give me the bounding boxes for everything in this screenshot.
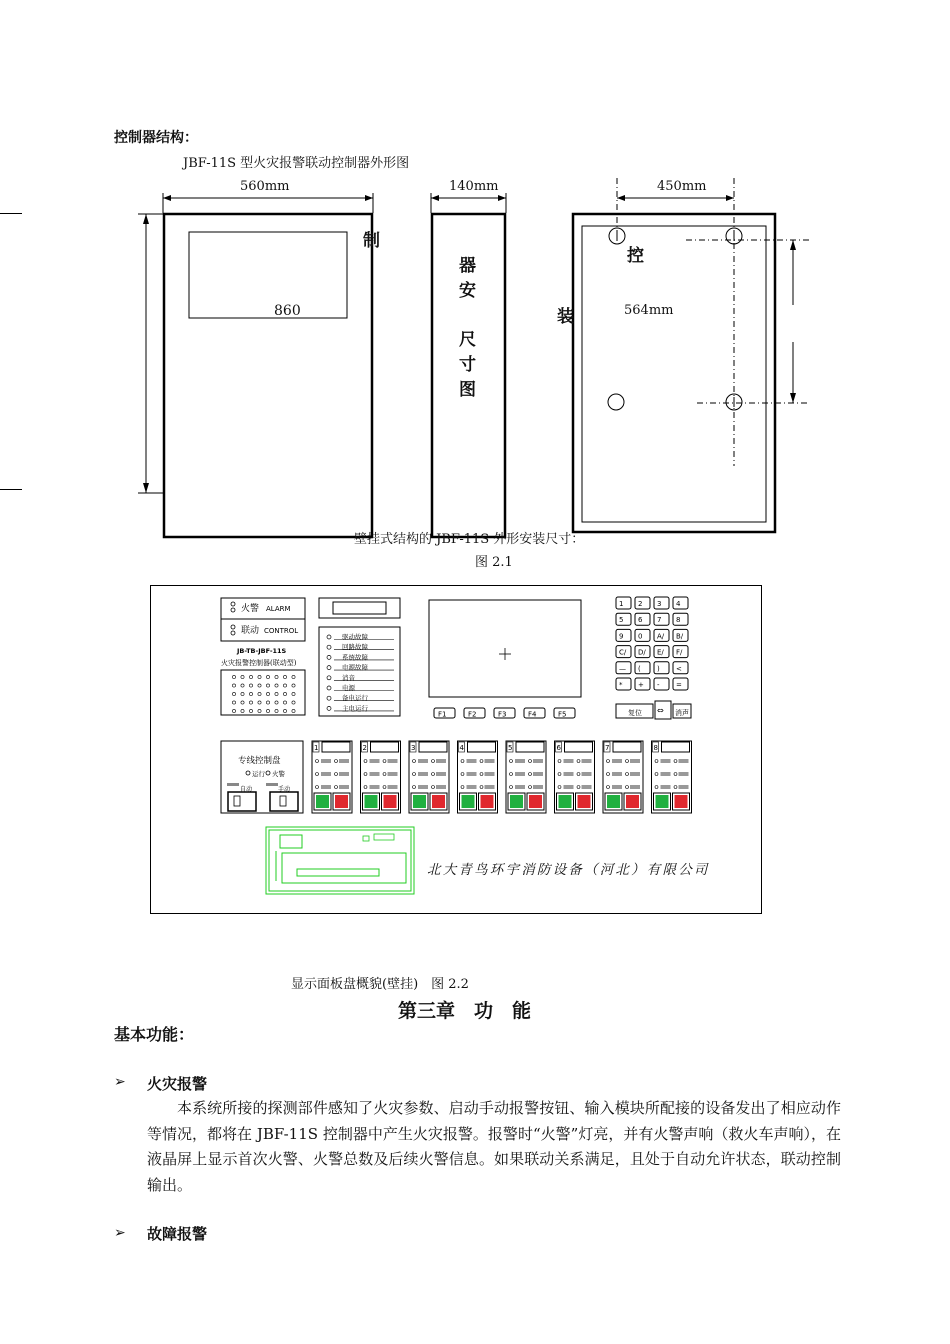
function-key-label: F2 [468,710,477,719]
reset-key-label: 复位 [628,709,642,717]
section-heading: 控制器结构： [114,130,198,146]
special-sw1: 自动 [240,786,253,793]
indicator-label: 电源 [342,684,355,692]
svg-text:⇔: ⇔ [657,706,664,715]
speaker-hole [266,709,269,712]
channel-number: 6 [556,744,561,752]
speaker-hole [232,709,235,712]
indicator-led [327,676,331,680]
item-title-fault-alarm: 故障报警 [147,1225,208,1243]
status-link-en: CONTROL [264,627,299,635]
speaker-hole [292,692,295,695]
label-char-zhi: 制 [363,231,380,251]
speaker-hole [232,675,235,678]
speaker-hole [249,675,252,678]
channel-number: 5 [508,744,513,752]
speaker-hole [266,684,269,687]
label-char-kong: 控 [627,246,644,266]
dim-height-label: 860 [274,303,301,319]
channel-number: 4 [459,744,464,752]
indicator-label: 消音 [342,673,355,682]
speaker-hole [232,701,235,704]
keypad-key-label: + [638,681,644,689]
indicator-label: 电源故障 [342,663,368,672]
indicator-list [327,632,394,712]
keypad-key-label: 7 [657,616,662,625]
basic-functions-heading: 基本功能： [114,1025,195,1044]
indicator-led [327,666,331,670]
speaker-hole [283,709,286,712]
keypad-key-label: 8 [676,616,681,625]
item-text-fire-alarm: 本系统所接的探测部件感知了火灾参数、启动手动报警按钮、输入模块所配接的设备发出了相应动作等情况，都将在 JBF-11S 控制器中产生火灾报警。报警时“火警”灯亮，并有火警声响（救火车声响），在液晶屏上显示首次火警、火警总数及后续火警信息。如果联动关系满足，且处于自动允许状态，联动控制输出。 [147,1099,841,1194]
speaker-hole [232,692,235,695]
indicator-label: 回路故障 [342,643,368,652]
name-line: 火灾报警控制器(联动型) [221,659,297,667]
side-char: 图 [459,380,476,400]
keypad-key-label: 1 [619,600,624,608]
speaker-hole [241,684,244,687]
channel-module [458,741,498,813]
keypad-key-label: < [676,664,682,673]
dim-width-label: 560mm [240,179,290,194]
label-char-zhuang: 装 [557,307,574,327]
figure-title: JBF-11S 型火灾报警联动控制器外形图 [183,156,410,171]
dim-mount-width-label: 450mm [657,179,707,194]
speaker-hole [249,692,252,695]
indicator-label: 驱动故障 [342,633,368,641]
item-title-fire-alarm: 火灾报警 [147,1075,208,1093]
speaker-hole [232,684,235,687]
chapter-title: 第三章 功 能 [398,1000,532,1022]
function-key-label: F1 [438,710,447,719]
switch-manual[interactable] [270,792,298,811]
keypad-key-label: — [619,664,626,673]
front-view [138,193,373,537]
dim-mount-height-label: 564mm [624,303,674,318]
channel-module [312,741,352,813]
special-control-box [221,741,303,813]
function-key-label: F5 [558,710,567,719]
speaker-hole [292,701,295,704]
status-fire-en: ALARM [266,605,291,613]
speaker-hole [249,709,252,712]
keypad-key-label: E/ [657,648,664,657]
indicator-led [327,686,331,690]
figure1-number: 图 2.1 [475,555,513,570]
channel-number: 8 [653,744,658,752]
back-view [573,178,810,532]
model-line: JB-TB-JBF-11S [237,647,287,655]
speaker-hole [266,701,269,704]
status-fire-label: 火警 [241,604,260,614]
indicator-led [327,655,331,659]
speaker-hole [275,709,278,712]
channel-number: 1 [314,744,319,752]
side-char: 寸 [459,355,476,375]
indicator-led [327,696,331,700]
special-title: 专线控制盘 [238,756,281,766]
speaker-hole [258,675,261,678]
keypad-key-label: 9 [619,632,624,641]
speaker-hole [258,692,261,695]
dim-depth-label: 140mm [449,179,499,194]
indicator-label: 系统故障 [342,653,368,662]
speaker-hole [292,675,295,678]
keypad-key-label: ( [638,664,641,673]
speaker-hole [241,701,244,704]
speaker-hole [292,684,295,687]
keypad-key-label: = [676,681,682,689]
keypad-key-label: 0 [638,632,643,641]
keypad-key-label: D/ [638,648,646,657]
special-opt1: 运行 [252,770,265,778]
indicator-led [327,706,331,710]
speaker-hole [275,692,278,695]
speaker-hole [266,692,269,695]
channel-module [506,741,546,813]
channel-module [409,741,449,813]
bullet-icon: ➢ [114,1225,126,1241]
speaker-hole [275,701,278,704]
speaker-hole [258,684,261,687]
keypad-key-label: C/ [619,648,627,657]
indicator-led [327,635,331,639]
speaker-hole [266,675,269,678]
speaker-hole [241,709,244,712]
status-box [221,598,305,641]
function-key-label: F4 [528,710,537,719]
printer-icon [266,827,414,894]
speaker-hole [292,709,295,712]
channel-module [555,741,595,813]
speaker-hole [283,701,286,704]
keypad-key-label: * [619,681,623,689]
indicator-led [327,645,331,649]
function-keys [434,708,575,719]
special-sw2: 手动 [278,786,291,793]
keypad-key-label: 2 [638,600,643,608]
speaker-hole [249,701,252,704]
channel-number: 2 [362,744,367,752]
channel-number: 7 [605,744,610,752]
keypad-key-label: 5 [619,616,624,625]
keypad-key-label: ) [657,664,660,673]
channel-module [603,741,643,813]
bullet-icon: ➢ [114,1074,126,1090]
keypad-key-label: 6 [638,616,643,625]
side-char: 尺 [459,330,476,350]
keypad-key-label: 4 [676,600,681,608]
speaker-holes [232,675,295,712]
keypad [616,597,688,690]
mute-key-label: 消声 [675,709,689,717]
speaker-hole [283,692,286,695]
special-opt2: 火警 [272,770,285,778]
speaker-hole [249,684,252,687]
channel-number: 3 [411,744,416,752]
small-display [319,598,400,618]
keypad-key-label: - [657,681,660,689]
channel-module [361,741,401,813]
switch-auto[interactable] [228,792,256,811]
speaker-hole [258,709,261,712]
company-name: 北大青鸟环宇消防设备（河北）有限公司 [427,862,710,878]
speaker-hole [258,701,261,704]
speaker-hole [283,675,286,678]
speaker-hole [275,684,278,687]
channel-modules [312,741,692,813]
speaker-hole [241,692,244,695]
indicator-label: 备电运行 [342,694,368,703]
channel-module [652,741,692,813]
indicator-label: 主电运行 [342,704,368,713]
speaker-hole [241,675,244,678]
keypad-key-label: 3 [657,600,662,608]
panel-caption: 显示面板盘概貌(壁挂) 图 2.2 [291,977,469,992]
keypad-key-label: B/ [676,632,684,641]
speaker-hole [283,684,286,687]
side-char: 器 [459,256,476,276]
side-char: 安 [459,281,476,301]
keypad-key-label: A/ [657,632,665,641]
status-link-label: 联动 [241,626,260,636]
function-key-label: F3 [498,710,507,719]
speaker-hole [275,675,278,678]
figure1-caption: 壁挂式结构的 JBF-11S 外形安装尺寸： [354,532,585,547]
keypad-key-label: F/ [676,648,683,657]
